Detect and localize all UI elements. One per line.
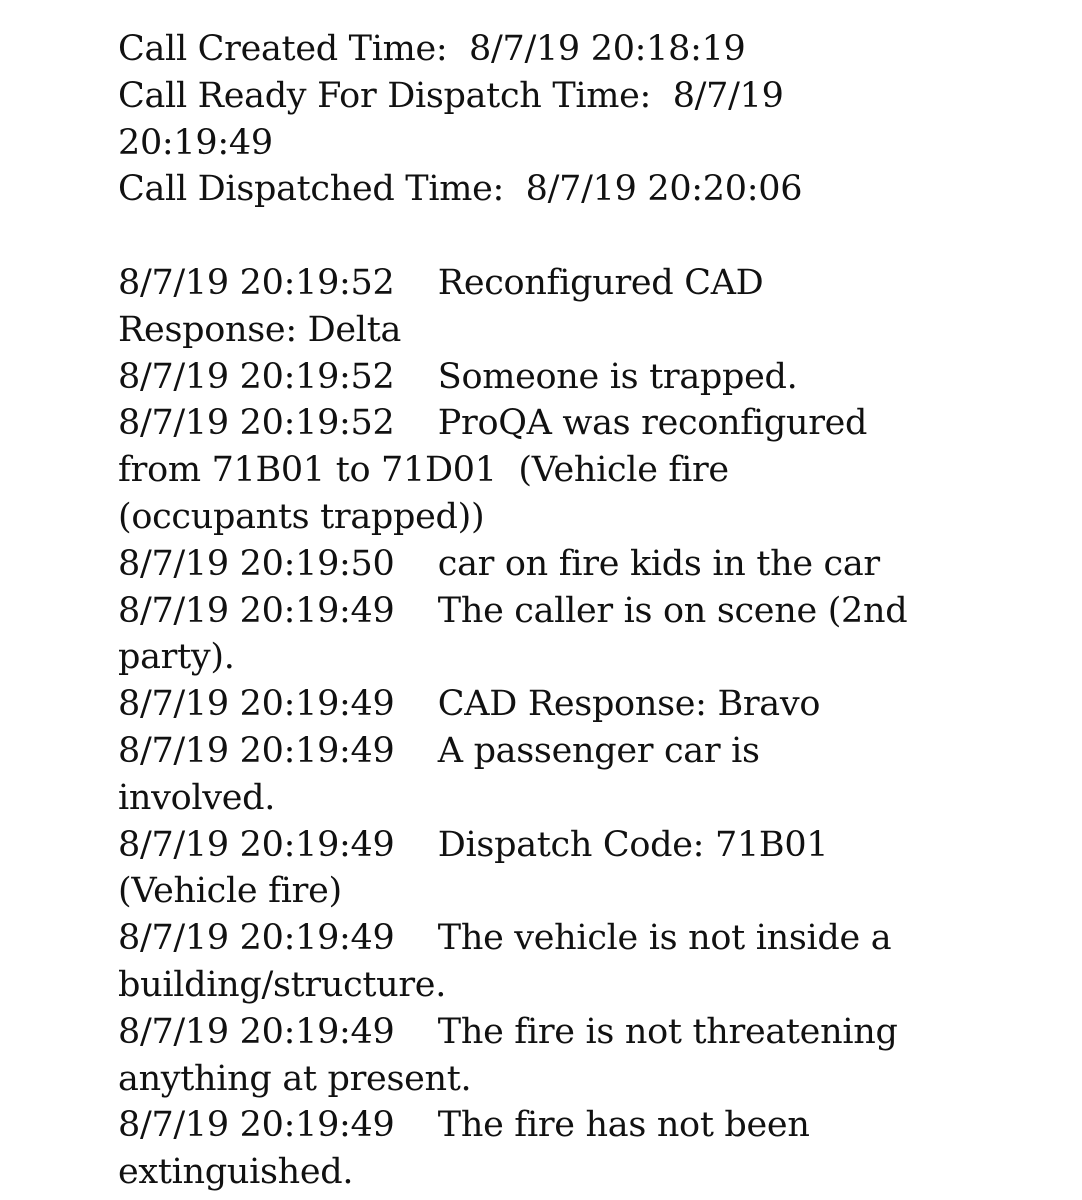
log-line: building/structure.: [118, 964, 447, 1005]
log-line: 8/7/19 20:19:52 Reconfigured CAD: [118, 262, 764, 303]
log-line: 8/7/19 20:19:49 CAD Response: Bravo: [118, 684, 821, 725]
log-line: extinguished.: [118, 1152, 354, 1193]
blank-line: [118, 213, 1018, 260]
log-line: 8/7/19 20:19:49 A passenger car is: [118, 730, 760, 771]
log-line: 8/7/19 20:19:49 The fire is not threatening: [118, 1011, 898, 1052]
log-line: (occupants trapped)): [118, 496, 485, 537]
dispatch-log-text: [118, 26, 1018, 1196]
log-line: anything at present.: [118, 1058, 472, 1099]
log-line: 8/7/19 20:19:49 The caller is on scene (2nd: [118, 590, 908, 631]
log-line: 8/7/19 20:19:49 Dispatch Code: 71B01: [118, 824, 829, 865]
log-line: (Vehicle fire): [118, 871, 342, 912]
log-line: from 71B01 to 71D01 (Vehicle fire: [118, 450, 729, 491]
log-line: 8/7/19 20:19:49 The vehicle is not inside a: [118, 918, 892, 959]
call-ready-line-2: 20:19:49: [118, 122, 273, 163]
log-line: 8/7/19 20:19:52 ProQA was reconfigured: [118, 403, 868, 444]
log-line: Response: Delta: [118, 309, 402, 350]
call-ready-line-1: Call Ready For Dispatch Time: 8/7/19: [118, 75, 784, 116]
log-line: involved.: [118, 777, 276, 818]
call-created-line: Call Created Time: 8/7/19 20:18:19: [118, 29, 746, 69]
call-dispatched-line: Call Dispatched Time: 8/7/19 20:20:06: [118, 169, 803, 210]
log-line: 8/7/19 20:19:50 car on fire kids in the car: [118, 543, 880, 584]
log-line: 8/7/19 20:19:49 The fire has not been: [118, 1105, 810, 1146]
log-line: 8/7/19 20:19:52 Someone is trapped.: [118, 356, 798, 397]
log-line: party).: [118, 637, 235, 678]
